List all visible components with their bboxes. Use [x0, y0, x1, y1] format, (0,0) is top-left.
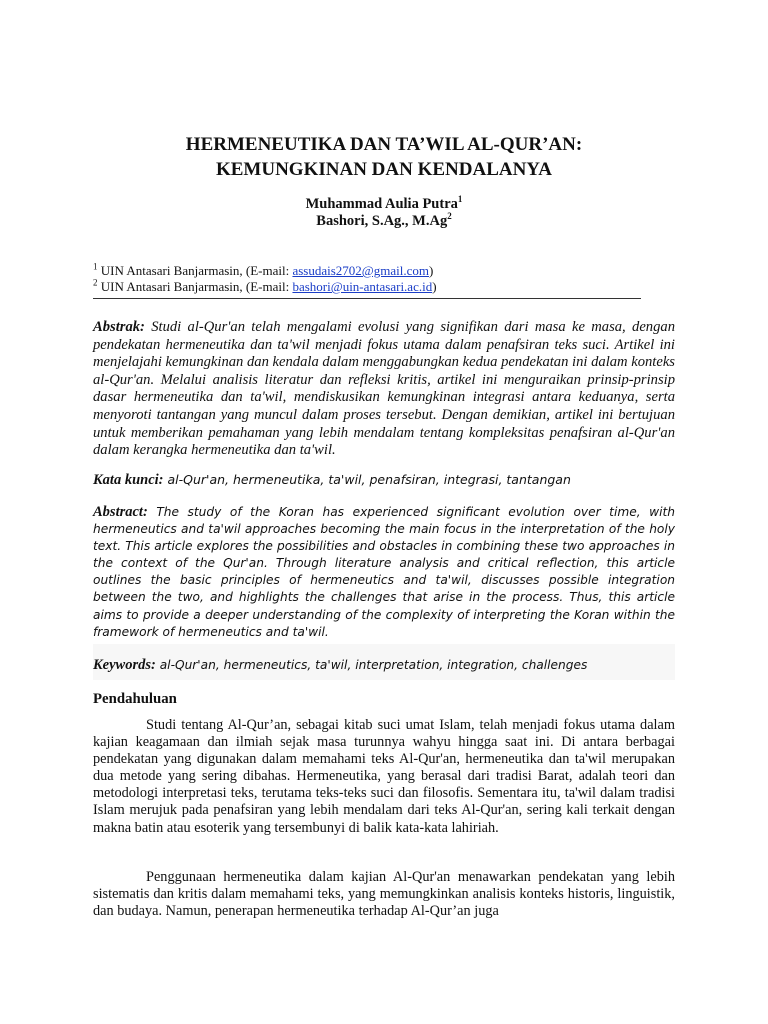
kata-kunci-label: Kata kunci: [93, 472, 164, 488]
paragraph-1: Studi tentang Al-Qur’an, sebagai kitab suci umat Islam, telah menjadi fokus utama dalam kajian keagamaan dan ilmiah sejak masa turunnya wahyu hingga saat ini. Di antara berbagai pendekatan yang digunakan dalam memahami teks Al-Qur'an, hermeneutika dan ta'wil merupakan dua metode yang sering dibahas. Hermeneutika, yang berasal dari tradisi Barat, adalah teori dan metodologi interpretasi teks, terutama teks-teks suci dan filosofis. Sementara itu, ta'wil dalam tradisi Islam merujuk pada penafsiran yang lebih mendalam dari teks Al-Qur'an, sering kali terkait dengan makna batin atau esoterik yang tersembunyi di balik kata-kata lahiriah. [93, 717, 675, 836]
abstrak-indonesian [93, 319, 675, 460]
paper-title [0, 132, 768, 182]
keywords-label: Keywords: [93, 657, 156, 673]
author-list [0, 196, 768, 230]
affiliation-2: $^2$ UIN Antasari Banjarmasin, (E-mail: bashori@uin-antasari.ac.id) [93, 277, 437, 294]
email-link-1[interactable]: assudais2702@gmail.com [292, 263, 429, 278]
keywords-text: al-Qur'an, hermeneutics, ta'wil, interpretation, integration, challenges [159, 658, 588, 672]
abstrak-text: Studi al-Qur'an telah mengalami evolusi yang signifikan dari masa ke masa, dengan pendekatan hermeneutika dan ta'wil menjadi fokus utama dalam penafsiran teks suci. Artikel ini menjelajahi kemungkinan dan kendala dalam menggabungkan kedua pendekatan ini dalam konteks al-Qur'an. Melalui analisis literatur dan refleksi kritis, artikel ini menguraikan prinsip-prinsip dasar hermeneutika dan ta'wil, mendiskusikan kemungkinan integrasi antara keduanya, serta menyoroti tantangan yang muncul dalam proses tersebut. Dengan demikian, artikel ini bertujuan untuk memberikan pemahaman yang lebih mendalam tentang kompleksitas penafsiran al-Qur'an dalam kerangka hermeneutika dan ta'wil. [93, 319, 675, 459]
abstract-english [93, 504, 675, 641]
section-heading: Pendahuluan [93, 691, 177, 707]
title-line-1: HERMENEUTIKA DAN TA’WIL AL-QUR’AN: [185, 134, 583, 155]
author-1: Muhammad Aulia Putra$^1$ [305, 194, 463, 212]
abstract-text: The study of the Koran has experienced significant evolution over time, with hermeneutics and ta'wil approaches becoming the main focus in the interpretation of the holy text. This article explores the possibilities and obstacles in combining these two approaches in the context of the Qur'an. Through literature analysis and critical reflection, this article outlines the basic principles of hermeneutics and ta'wil, discusses possible integration between the two, and highlights the challenges that arise in the process. Thus, this article aims to provide a deeper understanding of the complexity of interpreting the Koran within the framework of hermeneutics and ta'wil. [93, 505, 675, 639]
kata-kunci [93, 472, 675, 489]
kata-kunci-text: al-Qur'an, hermeneutika, ta'wil, penafsiran, integrasi, tantangan [167, 472, 571, 487]
author-2: Bashori, S.Ag., M.Ag$^2$ [316, 211, 452, 229]
affiliation-1: $^1$ UIN Antasari Banjarmasin, (E-mail: assudais2702@gmail.com) [93, 261, 434, 278]
abstrak-label: Abstrak: [93, 319, 145, 335]
email-link-2[interactable]: bashori@uin-antasari.ac.id [292, 279, 433, 294]
abstract-label: Abstract: [93, 504, 148, 520]
keywords [93, 657, 675, 674]
paragraph-2: Penggunaan hermeneutika dalam kajian Al-Qur'an menawarkan pendekatan yang lebih sistematis dan kritis dalam memahami teks, yang memungkinkan analisis konteks historis, linguistik, dan budaya. Namun, penerapan hermeneutika terhadap Al-Qur’an juga [93, 869, 675, 920]
separator-rule [93, 298, 641, 299]
title-line-2: KEMUNGKINAN DAN KENDALANYA [215, 159, 553, 180]
